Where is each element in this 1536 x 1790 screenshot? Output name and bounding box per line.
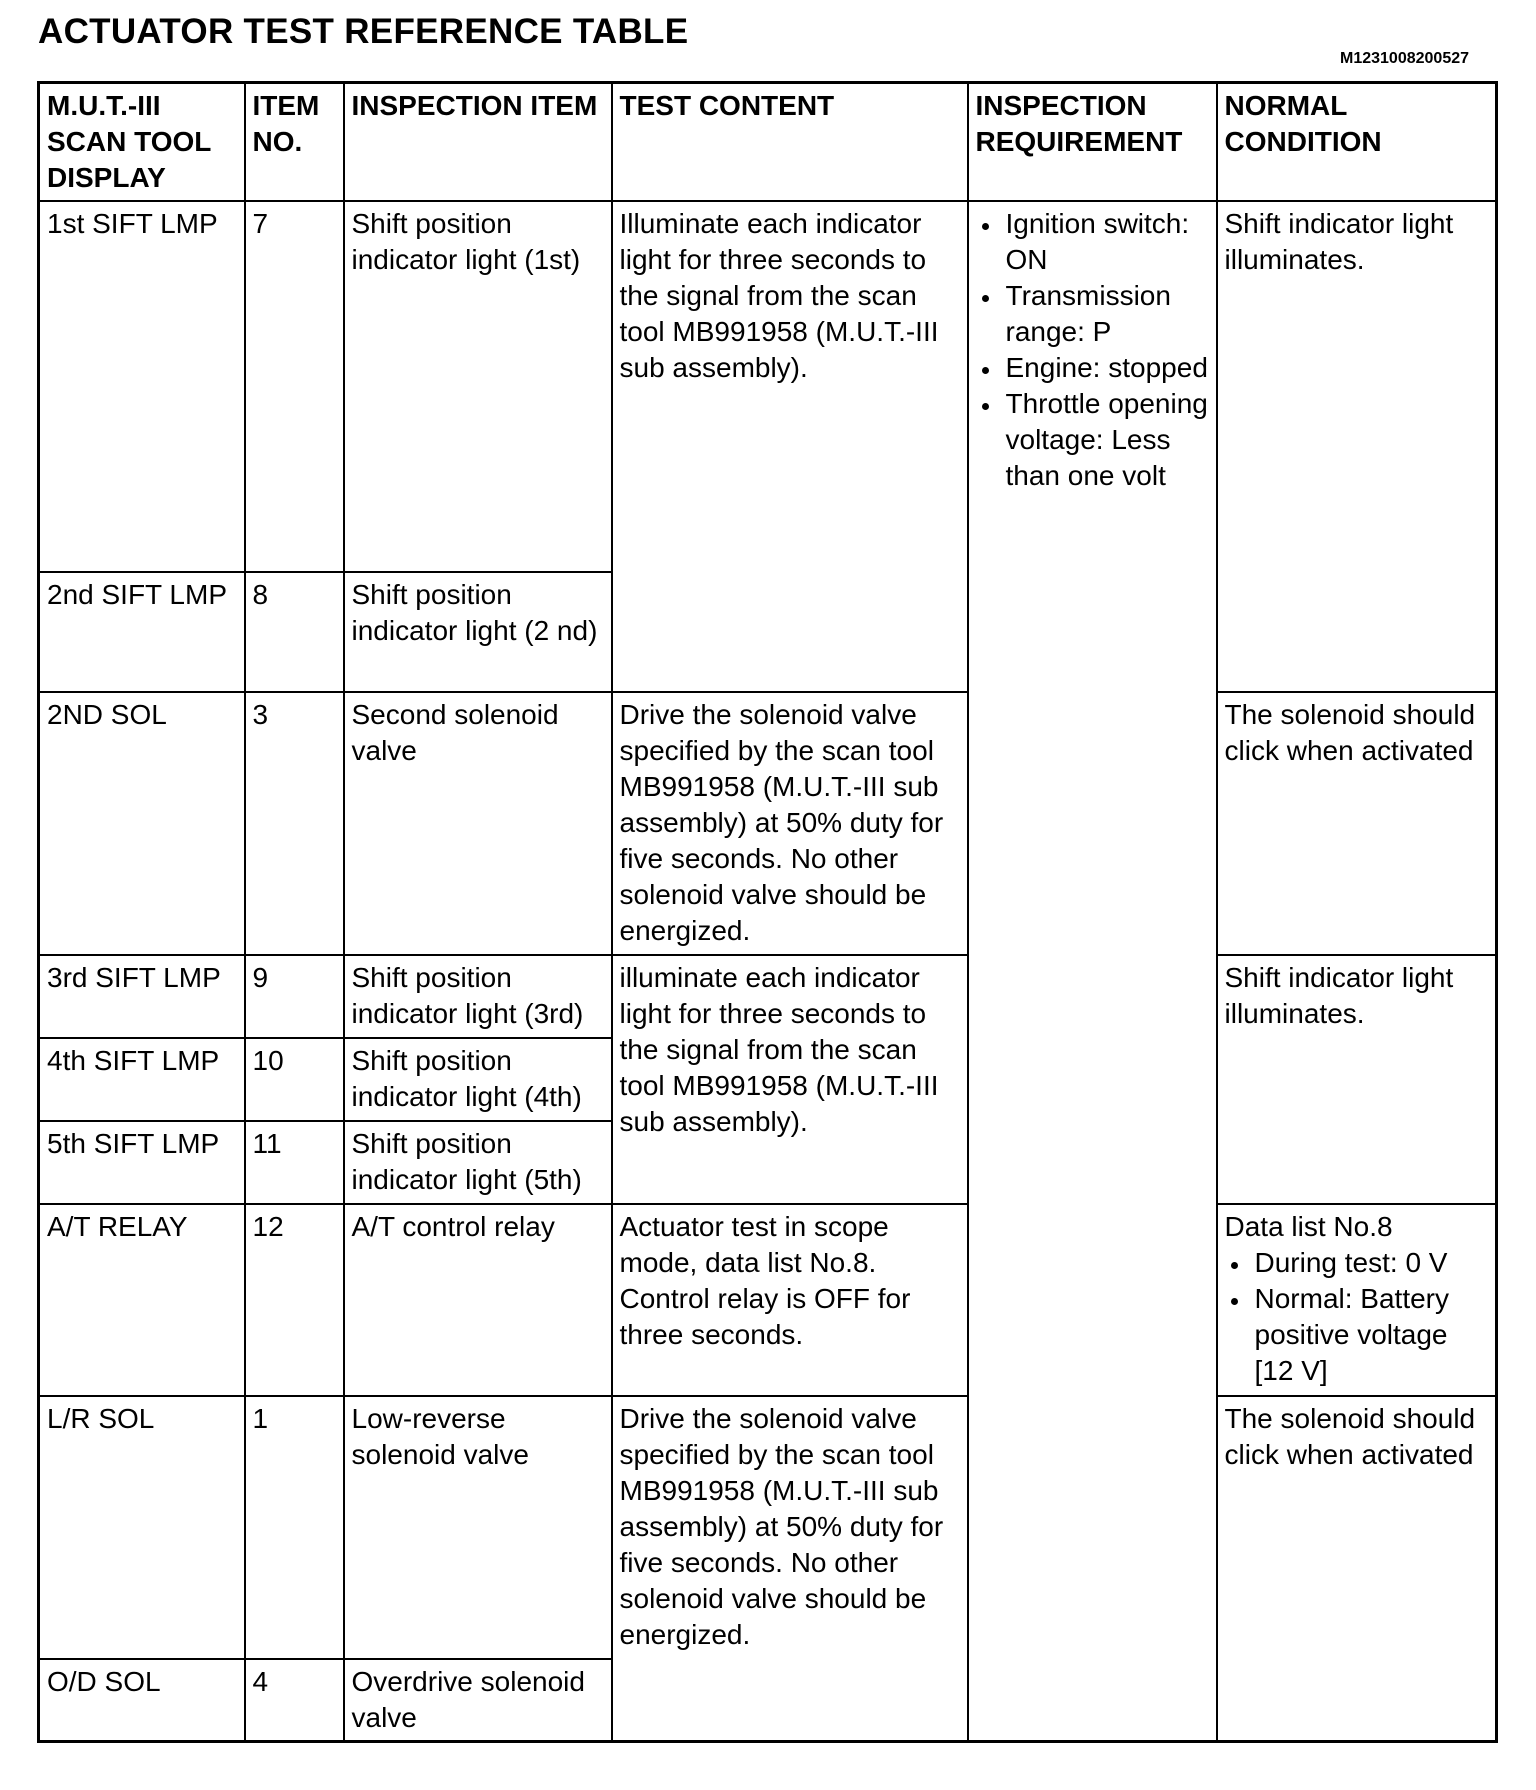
cell-display: A/T RELAY bbox=[39, 1204, 245, 1396]
header-normal-condition: NORMAL CONDITION bbox=[1217, 83, 1497, 201]
cell-inspection-item: Second solenoid valve bbox=[344, 692, 612, 955]
relay-condition-intro: Data list No.8 bbox=[1224, 1211, 1393, 1243]
cell-inspection-item: Shift position indicator light (2 nd) bbox=[344, 572, 612, 692]
table-row bbox=[39, 1396, 1497, 1659]
cell-inspection-item: Low-reverse solenoid valve bbox=[344, 1396, 612, 1659]
cell-display: 2nd SIFT LMP bbox=[39, 572, 245, 692]
cell-item-no: 10 bbox=[245, 1038, 344, 1121]
cell-display: 4th SIFT LMP bbox=[39, 1038, 245, 1121]
cell-normal-condition: Shift indicator light illuminates. bbox=[1217, 955, 1497, 1204]
cell-display: O/D SOL bbox=[39, 1659, 245, 1741]
relay-condition-list bbox=[1225, 1245, 1489, 1389]
cell-item-no: 8 bbox=[245, 572, 344, 692]
cell-display: 5th SIFT LMP bbox=[39, 1121, 245, 1204]
cell-test-content: illuminate each indicator light for three seconds to the signal from the scan tool MB991958 (M.U.T.-III sub assembly). bbox=[612, 955, 968, 1204]
header-item-no: ITEM NO. bbox=[245, 83, 344, 201]
cell-item-no: 11 bbox=[245, 1121, 344, 1204]
cell-item-no: 1 bbox=[245, 1396, 344, 1659]
table-row bbox=[39, 1204, 1497, 1396]
cell-inspection-item: A/T control relay bbox=[344, 1204, 612, 1396]
requirement-item: • Ignition switch: ON bbox=[1002, 206, 1209, 278]
table-header-row bbox=[39, 83, 1497, 201]
cell-item-no: 9 bbox=[245, 955, 344, 1038]
cell-item-no: 12 bbox=[245, 1204, 344, 1396]
table-row bbox=[39, 692, 1497, 955]
actuator-test-table bbox=[37, 81, 1498, 1743]
cell-test-content: Drive the solenoid valve specified by the scan tool MB991958 (M.U.T.-III sub assembly) at 50% duty for five seconds. No other solenoid valve should be energized. bbox=[612, 692, 968, 955]
cell-normal-condition: Shift indicator light illuminates. bbox=[1217, 201, 1497, 692]
cell-inspection-item: Overdrive solenoid valve bbox=[344, 1659, 612, 1741]
cell-normal-condition: The solenoid should click when activated bbox=[1217, 692, 1497, 955]
cell-normal-condition: The solenoid should click when activated bbox=[1217, 1396, 1497, 1741]
header-test-content: TEST CONTENT bbox=[612, 83, 968, 201]
cell-inspection-item: Shift position indicator light (5th) bbox=[344, 1121, 612, 1204]
cell-test-content: Actuator test in scope mode, data list No.8. Control relay is OFF for three seconds. bbox=[612, 1204, 968, 1396]
cell-inspection-item: Shift position indicator light (1st) bbox=[344, 201, 612, 572]
table-row bbox=[39, 955, 1497, 1038]
header-display: M.U.T.-III SCAN TOOL DISPLAY bbox=[39, 83, 245, 201]
requirement-item: • Transmission range: P bbox=[1002, 278, 1209, 350]
cell-display: 2ND SOL bbox=[39, 692, 245, 955]
cell-item-no: 4 bbox=[245, 1659, 344, 1741]
requirement-list bbox=[976, 206, 1209, 494]
cell-test-content: Illuminate each indicator light for three seconds to the signal from the scan tool MB991958 (M.U.T.-III sub assembly). bbox=[612, 201, 968, 692]
header-inspection-requirement: INSPECTION REQUIREMENT bbox=[968, 83, 1217, 201]
relay-condition-item: • During test: 0 V bbox=[1251, 1245, 1489, 1281]
document-id: M1231008200527 bbox=[1340, 50, 1470, 67]
requirement-item: • Engine: stopped bbox=[1002, 350, 1209, 386]
cell-inspection-requirement bbox=[968, 201, 1217, 1742]
cell-display: 1st SIFT LMP bbox=[39, 201, 245, 572]
cell-inspection-item: Shift position indicator light (3rd) bbox=[344, 955, 612, 1038]
cell-test-content: Drive the solenoid valve specified by the scan tool MB991958 (M.U.T.-III sub assembly) at 50% duty for five seconds. No other solenoid valve should be energized. bbox=[612, 1396, 968, 1741]
cell-display: L/R SOL bbox=[39, 1396, 245, 1659]
cell-normal-condition bbox=[1217, 1204, 1497, 1396]
page-title: ACTUATOR TEST REFERENCE TABLE bbox=[38, 12, 689, 51]
cell-inspection-item: Shift position indicator light (4th) bbox=[344, 1038, 612, 1121]
table-row bbox=[39, 201, 1497, 572]
requirement-item: • Throttle opening voltage: Less than one volt bbox=[1002, 386, 1209, 494]
cell-item-no: 3 bbox=[245, 692, 344, 955]
relay-condition-item: • Normal: Battery positive voltage [12 V] bbox=[1251, 1281, 1489, 1389]
header-inspection-item: INSPECTION ITEM bbox=[344, 83, 612, 201]
cell-display: 3rd SIFT LMP bbox=[39, 955, 245, 1038]
cell-item-no: 7 bbox=[245, 201, 344, 572]
